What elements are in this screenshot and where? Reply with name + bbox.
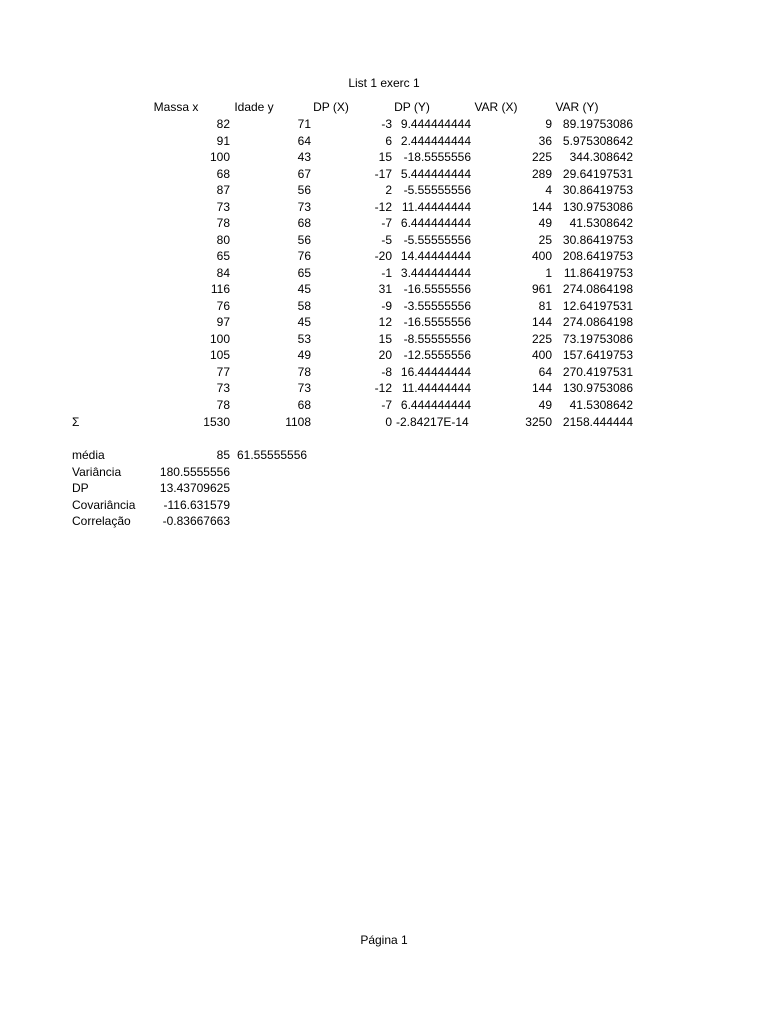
cell-dp-y: -8.55555556	[403, 331, 471, 346]
stat-label: média	[72, 448, 105, 462]
cell-massa-x: 78	[216, 397, 230, 412]
cell-var-y: 41.5308642	[569, 397, 633, 412]
cell-dp-x: -17	[374, 166, 392, 181]
stat-label: Correlação	[72, 514, 131, 528]
cell-var-x: 49	[538, 216, 552, 230]
cell-var-x: 400	[531, 249, 552, 263]
cell-massa-x: 65	[216, 249, 230, 263]
cell-var-y: 5.975308642	[562, 133, 633, 148]
cell-dp-y: 6.444444444	[400, 216, 471, 230]
cell-var-x: 1	[545, 265, 552, 280]
cell-massa-x: 100	[209, 150, 230, 164]
cell-idade-y: 45	[297, 282, 311, 296]
cell-idade-y: 65	[297, 265, 311, 280]
cell-var-y: 30.86419753	[562, 232, 633, 247]
cell-dp-y: 16.44444444	[400, 364, 471, 379]
cell-idade-y: 76	[297, 249, 311, 263]
cell-var-x: 289	[531, 166, 552, 181]
cell-massa-x: 87	[216, 183, 230, 197]
stat-value-y	[237, 497, 317, 514]
cell-dp-y: -3.55555556	[403, 298, 471, 313]
cell-massa-x: 73	[216, 199, 230, 214]
cell-dp-x: -12	[374, 199, 392, 214]
cell-idade-y: 73	[297, 381, 311, 395]
cell-var-y: 41.5308642	[569, 216, 633, 230]
stat-value-x: -0.83667663	[162, 514, 230, 528]
sum-idade-y: 1108	[285, 414, 311, 429]
cell-dp-y: 11.44444444	[401, 381, 471, 395]
cell-dp-y: -16.5555556	[403, 315, 471, 329]
cell-massa-x: 82	[216, 117, 230, 131]
stat-value-x: 180.5555556	[159, 464, 230, 479]
cell-var-x: 64	[538, 364, 552, 379]
cell-dp-x: 2	[385, 183, 392, 197]
cell-dp-y: 14.44444444	[400, 249, 471, 263]
cell-massa-x: 68	[216, 166, 230, 181]
stat-value-y: 61.55555556	[237, 448, 308, 462]
cell-massa-x: 78	[216, 216, 230, 230]
cell-idade-y: 43	[297, 150, 311, 164]
cell-dp-y: 11.44444444	[401, 199, 471, 214]
cell-var-x: 25	[538, 232, 552, 247]
sum-dp-x: 0	[385, 414, 392, 429]
cell-idade-y: 67	[297, 166, 311, 181]
cell-var-y: 12.64197531	[562, 298, 633, 313]
cell-var-x: 4	[545, 183, 552, 197]
cell-dp-x: -7	[381, 397, 392, 412]
stat-label: DP	[72, 481, 89, 495]
sum-var-x: 3250	[525, 414, 552, 429]
cell-var-x: 49	[538, 397, 552, 412]
cell-dp-y: 5.444444444	[400, 166, 471, 181]
cell-massa-x: 91	[216, 133, 230, 148]
cell-idade-y: 68	[297, 216, 311, 230]
cell-dp-x: 15	[378, 150, 392, 164]
cell-idade-y: 53	[297, 331, 311, 346]
cell-idade-y: 56	[297, 183, 311, 197]
cell-var-y: 30.86419753	[562, 183, 633, 197]
cell-dp-x: 6	[385, 133, 392, 148]
cell-dp-x: -3	[381, 117, 392, 131]
cell-dp-y: 6.444444444	[400, 397, 471, 412]
cell-var-y: 157.6419753	[562, 348, 633, 362]
cell-massa-x: 84	[216, 265, 230, 280]
cell-var-y: 344.308642	[569, 150, 633, 164]
cell-dp-x: -1	[381, 265, 392, 280]
cell-var-y: 29.64197531	[562, 166, 633, 181]
cell-var-y: 89.19753086	[562, 117, 633, 131]
cell-idade-y: 58	[297, 298, 311, 313]
cell-var-y: 270.4197531	[562, 364, 633, 379]
cell-var-x: 144	[531, 199, 552, 214]
cell-var-y: 208.6419753	[562, 249, 633, 263]
cell-dp-x: 31	[378, 282, 392, 296]
sum-label: Σ	[72, 414, 80, 429]
cell-dp-x: 20	[378, 348, 392, 362]
cell-var-y: 130.9753086	[562, 381, 633, 395]
sheet-title: List 1 exerc 1	[348, 76, 420, 90]
cell-var-x: 9	[545, 117, 552, 131]
cell-var-y: 274.0864198	[562, 282, 633, 296]
cell-idade-y: 49	[297, 348, 311, 362]
cell-dp-y: -12.5555556	[403, 348, 471, 362]
sum-dp-y: -2.84217E-14	[396, 414, 469, 429]
stat-value-y	[237, 464, 317, 481]
page-number: Página 1	[360, 933, 408, 947]
cell-var-y: 73.19753086	[562, 331, 633, 346]
cell-idade-y: 45	[297, 315, 311, 329]
cell-massa-x: 80	[216, 232, 230, 247]
cell-var-x: 961	[531, 282, 552, 296]
stat-label: Covariância	[72, 497, 136, 512]
cell-var-x: 144	[531, 381, 552, 395]
cell-dp-y: 9.444444444	[400, 117, 471, 131]
cell-dp-y: -5.55555556	[403, 232, 471, 247]
header-massa-x: Massa x	[153, 100, 199, 114]
stat-value-y	[237, 513, 317, 530]
cell-dp-x: -5	[381, 232, 392, 247]
stat-value-y	[237, 480, 317, 497]
cell-massa-x: 73	[216, 381, 230, 395]
cell-dp-x: -7	[381, 216, 392, 230]
stat-value-x: 13.43709625	[159, 481, 230, 495]
cell-var-x: 225	[531, 150, 552, 164]
cell-idade-y: 64	[297, 133, 311, 148]
cell-dp-x: 15	[378, 331, 392, 346]
sum-massa-x: 1530	[203, 414, 230, 429]
cell-dp-x: -12	[374, 381, 392, 395]
cell-var-x: 225	[531, 331, 552, 346]
cell-idade-y: 71	[297, 117, 311, 131]
cell-idade-y: 68	[297, 397, 311, 412]
stat-value-x: -116.631579	[163, 497, 230, 512]
cell-var-x: 400	[531, 348, 552, 362]
cell-var-x: 36	[538, 133, 552, 148]
header-var-x: VAR (X)	[474, 100, 518, 114]
header-dp-y: DP (Y)	[394, 100, 430, 114]
header-idade-y: Idade y	[234, 100, 274, 114]
cell-massa-x: 76	[216, 298, 230, 313]
cell-idade-y: 56	[297, 232, 311, 247]
cell-massa-x: 116	[210, 282, 230, 296]
cell-var-x: 81	[538, 298, 552, 313]
cell-var-y: 274.0864198	[562, 315, 633, 329]
cell-dp-y: -18.5555556	[403, 150, 471, 164]
cell-dp-x: -20	[374, 249, 392, 263]
cell-var-y: 11.86419753	[563, 265, 633, 280]
cell-dp-x: -9	[381, 298, 392, 313]
cell-dp-y: 2.444444444	[400, 133, 471, 148]
stat-value-x: 85	[216, 448, 230, 462]
cell-massa-x: 100	[209, 331, 230, 346]
sum-var-y: 2158.444444	[562, 414, 633, 429]
stat-label: Variância	[72, 464, 122, 479]
cell-var-y: 130.9753086	[562, 199, 633, 214]
cell-idade-y: 78	[297, 364, 311, 379]
cell-dp-y: 3.444444444	[400, 265, 471, 280]
cell-massa-x: 105	[209, 348, 230, 362]
cell-dp-x: 12	[378, 315, 392, 329]
cell-massa-x: 77	[216, 364, 230, 379]
header-dp-x: DP (X)	[313, 100, 349, 114]
cell-dp-y: -16.5555556	[403, 282, 471, 296]
cell-massa-x: 97	[216, 315, 230, 329]
cell-idade-y: 73	[297, 199, 311, 214]
cell-var-x: 144	[531, 315, 552, 329]
header-var-y: VAR (Y)	[555, 100, 599, 114]
cell-dp-x: -8	[381, 364, 392, 379]
cell-dp-y: -5.55555556	[403, 183, 471, 197]
